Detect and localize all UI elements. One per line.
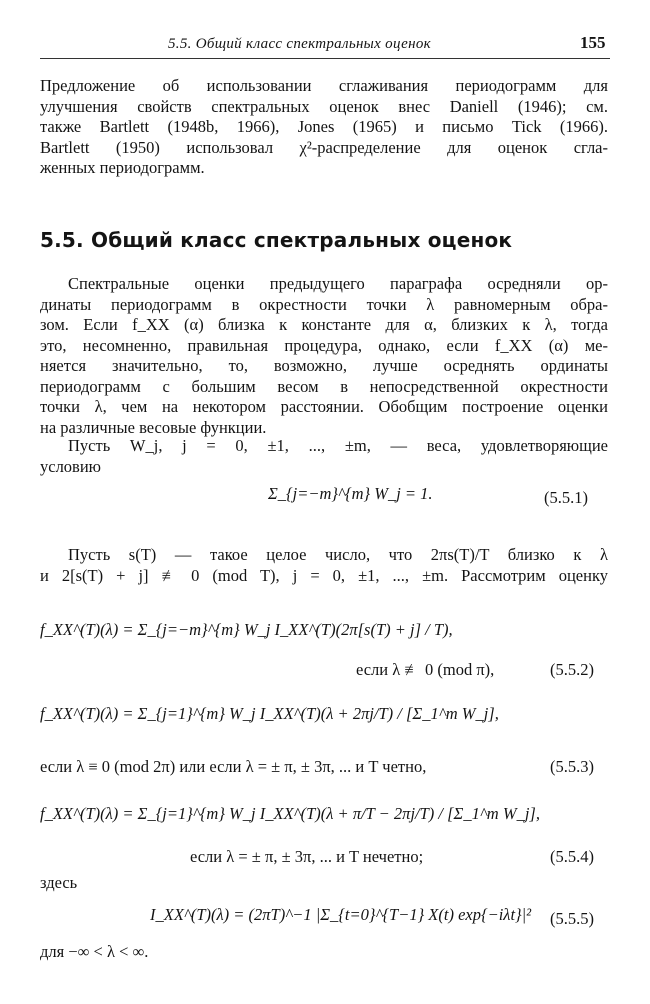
text-line: это, несомненно, правильная процедура, однако, если f_XX (α) ме- [40,335,608,355]
equation-5-5-2: f_XX^(T)(λ) = Σ_{j=−m}^{m} W_j I_XX^(T)(2π[s(T) + j] / T), [40,620,453,639]
text-line: динаты периодограмм в окрестности точки λ равномерным обра- [40,294,608,314]
equation-5-5-5: I_XX^(T)(λ) = (2πT)^−1 |Σ_{t=0}^{T−1} X(t) exp{−iλt}|² [150,905,532,924]
text-line: Предложение об использовании сглаживания периодограмм для [40,76,608,95]
text-line: Пусть s(T) — такое целое число, что 2πs(T)/T близко к λ [68,545,608,564]
page-number: 155 [580,33,606,52]
here-word: здесь [40,873,78,892]
equation-number-5-5-2: (5.5.2) [550,660,594,679]
header-rule [40,58,610,59]
text-line: точки λ, чем на некотором расстоянии. Обобщим построение оценки [40,397,608,416]
intro-paragraph [40,76,608,179]
text-line: Bartlett (1950) использовал χ²-распределение для оценок сгла- [40,137,608,157]
weights-sentence [40,436,608,477]
text-line: улучшения свойств спектральных оценок внес Daniell (1946); см. [40,96,608,116]
text-line: и 2[s(T) + j] ≢ 0 (mod T), j = 0, ±1, ..., ±m. Рассмотрим оценку [40,565,608,585]
equation-number-5-5-1: (5.5.1) [544,488,588,507]
text-line: условию [40,456,102,476]
final-line: для −∞ < λ < ∞. [40,942,149,961]
equation-5-5-4: f_XX^(T)(λ) = Σ_{j=1}^{m} W_j I_XX^(T)(λ + π/T − 2πj/T) / [Σ_1^m W_j], [40,804,540,823]
condition-5-5-3: если λ ≡ 0 (mod 2π) или если λ = ± π, ± 3π, ... и T четно, [40,757,427,776]
section-heading: 5.5. Общий класс спектральных оценок [40,228,513,252]
condition-5-5-4: если λ = ± π, ± 3π, ... и T нечетно; [190,847,424,866]
text-line: на различные весовые функции. [40,417,267,437]
text-line: Пусть W_j, j = 0, ±1, ..., ±m, — веса, удовлетворяющие [68,436,608,455]
text-line: зом. Если f_XX (α) близка к константе для α, близких к λ, тогда [40,315,608,334]
running-header: 5.5. Общий класс спектральных оценок [168,36,431,52]
text-line: женных периодограмм. [40,158,205,177]
text-line: няется значительно, то, возможно, лучше осреднять ординаты [40,356,608,375]
equation-number-5-5-5: (5.5.5) [550,909,594,928]
equation-number-5-5-3: (5.5.3) [550,757,594,776]
equation-5-5-3: f_XX^(T)(λ) = Σ_{j=1}^{m} W_j I_XX^(T)(λ + 2πj/T) / [Σ_1^m W_j], [40,704,499,723]
text-line: периодограмм с большим весом в непосредственной окрестности [40,376,608,396]
equation-number-5-5-4: (5.5.4) [550,847,594,866]
equation-5-5-1: Σ_{j=−m}^{m} W_j = 1. [268,484,433,503]
body-paragraph [40,274,608,438]
condition-5-5-2: если λ ≢ 0 (mod π), [356,660,495,679]
integer-sentence [40,545,608,586]
text-line: Спектральные оценки предыдущего параграфа осредняли ор- [68,274,608,293]
text-line: также Bartlett (1948b, 1966), Jones (1965) и письмо Tick (1966). [40,117,608,136]
